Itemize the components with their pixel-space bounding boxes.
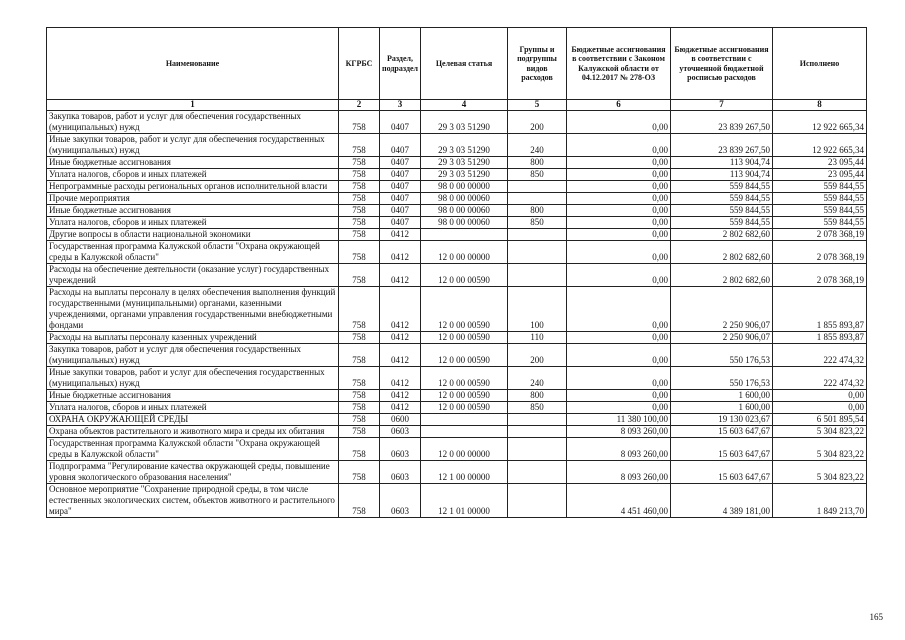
target-article-cell: 12 0 00 00590	[421, 367, 508, 390]
kgrbs-cell: 758	[339, 193, 380, 205]
revised-allocation-cell: 1 600,00	[671, 402, 773, 414]
law-allocation-cell: 0,00	[567, 205, 671, 217]
target-article-cell: 29 3 03 51290	[421, 111, 508, 134]
section-cell: 0412	[380, 332, 421, 344]
target-article-cell: 98 0 00 00060	[421, 193, 508, 205]
target-article-cell	[421, 426, 508, 438]
row-name: Уплата налогов, сборов и иных платежей	[47, 402, 339, 414]
row-name: Подпрограмма "Регулирование качества окружающей среды, повышение уровня экологического образования населения"	[47, 461, 339, 484]
executed-cell: 1 849 213,70	[773, 484, 867, 518]
executed-cell: 12 922 665,34	[773, 134, 867, 157]
expense-group-cell	[508, 438, 567, 461]
executed-cell: 559 844,55	[773, 217, 867, 229]
target-article-cell: 29 3 03 51290	[421, 157, 508, 169]
section-cell: 0412	[380, 287, 421, 332]
target-article-cell: 12 0 00 00590	[421, 287, 508, 332]
budget-table-sheet	[46, 27, 866, 518]
expense-group-cell: 800	[508, 157, 567, 169]
executed-cell: 23 095,44	[773, 157, 867, 169]
table-row	[47, 193, 867, 205]
kgrbs-cell: 758	[339, 264, 380, 287]
kgrbs-cell: 758	[339, 134, 380, 157]
row-name: Государственная программа Калужской области "Охрана окружающей среды в Калужской области"	[47, 438, 339, 461]
target-article-cell: 12 0 00 00000	[421, 241, 508, 264]
target-article-cell: 29 3 03 51290	[421, 134, 508, 157]
section-cell: 0407	[380, 111, 421, 134]
revised-allocation-cell: 15 603 647,67	[671, 426, 773, 438]
executed-cell: 12 922 665,34	[773, 111, 867, 134]
target-article-cell: 12 0 00 00590	[421, 332, 508, 344]
section-cell: 0603	[380, 426, 421, 438]
revised-allocation-cell: 2 250 906,07	[671, 287, 773, 332]
law-allocation-cell: 0,00	[567, 169, 671, 181]
executed-cell: 559 844,55	[773, 181, 867, 193]
budget-execution-table	[46, 27, 867, 518]
target-article-cell: 12 0 00 00590	[421, 402, 508, 414]
kgrbs-cell: 758	[339, 344, 380, 367]
executed-cell: 2 078 368,19	[773, 229, 867, 241]
executed-cell: 559 844,55	[773, 205, 867, 217]
law-allocation-cell: 0,00	[567, 344, 671, 367]
table-row	[47, 181, 867, 193]
col-header-groups: Группы и подгруппы видов расходов	[508, 28, 567, 100]
target-article-cell: 12 0 00 00590	[421, 264, 508, 287]
row-name: Расходы на выплаты персоналу в целях обеспечения выполнения функций государственными (муниципальными) органами, казенными учреждениями, органами управления государственными внебюджетными фондами	[47, 287, 339, 332]
executed-cell: 5 304 823,22	[773, 438, 867, 461]
expense-group-cell	[508, 181, 567, 193]
revised-allocation-cell: 113 904,74	[671, 157, 773, 169]
target-article-cell: 29 3 03 51290	[421, 169, 508, 181]
law-allocation-cell: 0,00	[567, 217, 671, 229]
executed-cell: 5 304 823,22	[773, 426, 867, 438]
law-allocation-cell: 4 451 460,00	[567, 484, 671, 518]
row-name: Иные закупки товаров, работ и услуг для обеспечения государственных (муниципальных) нужд	[47, 134, 339, 157]
kgrbs-cell: 758	[339, 169, 380, 181]
col-number: 1	[47, 100, 339, 111]
executed-cell: 222 474,32	[773, 367, 867, 390]
col-number: 6	[567, 100, 671, 111]
law-allocation-cell: 0,00	[567, 402, 671, 414]
expense-group-cell: 240	[508, 134, 567, 157]
expense-group-cell	[508, 229, 567, 241]
revised-allocation-cell: 559 844,55	[671, 193, 773, 205]
kgrbs-cell: 758	[339, 111, 380, 134]
section-cell: 0412	[380, 367, 421, 390]
table-body	[47, 111, 867, 518]
expense-group-cell: 800	[508, 205, 567, 217]
col-header-executed: Исполнено	[773, 28, 867, 100]
row-name: Иные бюджетные ассигнования	[47, 390, 339, 402]
col-header-law-allocations: Бюджетные ассигнования в соответствии с Законом Калужской области от 04.12.2017 № 278-ОЗ	[567, 28, 671, 100]
expense-group-cell: 850	[508, 217, 567, 229]
revised-allocation-cell: 15 603 647,67	[671, 461, 773, 484]
expense-group-cell: 800	[508, 390, 567, 402]
executed-cell: 0,00	[773, 402, 867, 414]
law-allocation-cell: 0,00	[567, 181, 671, 193]
col-header-revised-allocations: Бюджетные ассигнования в соответствии с уточненной бюджетной росписью расходов	[671, 28, 773, 100]
kgrbs-cell: 758	[339, 438, 380, 461]
law-allocation-cell: 0,00	[567, 390, 671, 402]
law-allocation-cell: 0,00	[567, 367, 671, 390]
target-article-cell	[421, 414, 508, 426]
revised-allocation-cell: 113 904,74	[671, 169, 773, 181]
expense-group-cell: 100	[508, 287, 567, 332]
row-name: Закупка товаров, работ и услуг для обеспечения государственных (муниципальных) нужд	[47, 111, 339, 134]
row-name: ОХРАНА ОКРУЖАЮЩЕЙ СРЕДЫ	[47, 414, 339, 426]
table-row	[47, 287, 867, 332]
executed-cell: 2 078 368,19	[773, 264, 867, 287]
target-article-cell: 12 0 00 00000	[421, 438, 508, 461]
revised-allocation-cell: 23 839 267,50	[671, 111, 773, 134]
section-cell: 0412	[380, 402, 421, 414]
executed-cell: 1 855 893,87	[773, 332, 867, 344]
col-header-name: Наименование	[47, 28, 339, 100]
row-name: Государственная программа Калужской области "Охрана окружающей среды в Калужской области"	[47, 241, 339, 264]
row-name: Другие вопросы в области национальной экономики	[47, 229, 339, 241]
executed-cell: 23 095,44	[773, 169, 867, 181]
row-name: Иные бюджетные ассигнования	[47, 157, 339, 169]
target-article-cell: 12 1 00 00000	[421, 461, 508, 484]
section-cell: 0407	[380, 205, 421, 217]
revised-allocation-cell: 19 130 023,67	[671, 414, 773, 426]
col-number: 8	[773, 100, 867, 111]
table-row	[47, 344, 867, 367]
law-allocation-cell: 8 093 260,00	[567, 426, 671, 438]
law-allocation-cell: 0,00	[567, 193, 671, 205]
table-row	[47, 438, 867, 461]
revised-allocation-cell: 559 844,55	[671, 205, 773, 217]
section-cell: 0412	[380, 344, 421, 367]
row-name: Расходы на обеспечение деятельности (оказание услуг) государственных учреждений	[47, 264, 339, 287]
row-name: Охрана объектов растительного и животного мира и среды их обитания	[47, 426, 339, 438]
revised-allocation-cell: 2 802 682,60	[671, 241, 773, 264]
section-cell: 0407	[380, 217, 421, 229]
table-row	[47, 426, 867, 438]
section-cell: 0412	[380, 264, 421, 287]
target-article-cell: 98 0 00 00000	[421, 181, 508, 193]
table-row	[47, 134, 867, 157]
kgrbs-cell: 758	[339, 461, 380, 484]
law-allocation-cell: 11 380 100,00	[567, 414, 671, 426]
kgrbs-cell: 758	[339, 426, 380, 438]
executed-cell: 5 304 823,22	[773, 461, 867, 484]
law-allocation-cell: 0,00	[567, 287, 671, 332]
law-allocation-cell: 0,00	[567, 229, 671, 241]
col-number: 3	[380, 100, 421, 111]
row-name: Уплата налогов, сборов и иных платежей	[47, 169, 339, 181]
section-cell: 0412	[380, 241, 421, 264]
law-allocation-cell: 0,00	[567, 241, 671, 264]
table-row	[47, 484, 867, 518]
kgrbs-cell: 758	[339, 205, 380, 217]
target-article-cell: 98 0 00 00060	[421, 205, 508, 217]
section-cell: 0603	[380, 461, 421, 484]
table-row	[47, 461, 867, 484]
target-article-cell: 12 1 01 00000	[421, 484, 508, 518]
row-name: Уплата налогов, сборов и иных платежей	[47, 217, 339, 229]
law-allocation-cell: 8 093 260,00	[567, 461, 671, 484]
expense-group-cell	[508, 241, 567, 264]
executed-cell: 2 078 368,19	[773, 241, 867, 264]
kgrbs-cell: 758	[339, 414, 380, 426]
executed-cell: 6 501 895,54	[773, 414, 867, 426]
section-cell: 0600	[380, 414, 421, 426]
revised-allocation-cell: 2 250 906,07	[671, 332, 773, 344]
kgrbs-cell: 758	[339, 217, 380, 229]
row-name: Иные бюджетные ассигнования	[47, 205, 339, 217]
kgrbs-cell: 758	[339, 367, 380, 390]
section-cell: 0407	[380, 181, 421, 193]
expense-group-cell: 240	[508, 367, 567, 390]
header-row	[47, 28, 867, 100]
law-allocation-cell: 0,00	[567, 134, 671, 157]
table-row	[47, 332, 867, 344]
col-number: 4	[421, 100, 508, 111]
law-allocation-cell: 0,00	[567, 332, 671, 344]
col-number: 2	[339, 100, 380, 111]
revised-allocation-cell: 550 176,53	[671, 367, 773, 390]
revised-allocation-cell: 4 389 181,00	[671, 484, 773, 518]
section-cell: 0412	[380, 229, 421, 241]
table-row	[47, 157, 867, 169]
row-name: Иные закупки товаров, работ и услуг для обеспечения государственных (муниципальных) нужд	[47, 367, 339, 390]
table-row	[47, 414, 867, 426]
law-allocation-cell: 0,00	[567, 264, 671, 287]
revised-allocation-cell: 559 844,55	[671, 217, 773, 229]
kgrbs-cell: 758	[339, 287, 380, 332]
revised-allocation-cell: 550 176,53	[671, 344, 773, 367]
revised-allocation-cell: 2 802 682,60	[671, 264, 773, 287]
target-article-cell	[421, 229, 508, 241]
target-article-cell: 12 0 00 00590	[421, 390, 508, 402]
executed-cell: 1 855 893,87	[773, 287, 867, 332]
kgrbs-cell: 758	[339, 241, 380, 264]
expense-group-cell	[508, 264, 567, 287]
row-name: Закупка товаров, работ и услуг для обеспечения государственных (муниципальных) нужд	[47, 344, 339, 367]
expense-group-cell	[508, 461, 567, 484]
table-row	[47, 390, 867, 402]
law-allocation-cell: 0,00	[567, 111, 671, 134]
row-name: Непрограммные расходы региональных органов исполнительной власти	[47, 181, 339, 193]
executed-cell: 559 844,55	[773, 193, 867, 205]
revised-allocation-cell: 15 603 647,67	[671, 438, 773, 461]
revised-allocation-cell: 23 839 267,50	[671, 134, 773, 157]
section-cell: 0412	[380, 390, 421, 402]
executed-cell: 222 474,32	[773, 344, 867, 367]
row-name: Прочие мероприятия	[47, 193, 339, 205]
kgrbs-cell: 758	[339, 402, 380, 414]
table-row	[47, 217, 867, 229]
table-row	[47, 241, 867, 264]
kgrbs-cell: 758	[339, 390, 380, 402]
table-row	[47, 229, 867, 241]
target-article-cell: 12 0 00 00590	[421, 344, 508, 367]
page-number: 165	[869, 612, 883, 622]
expense-group-cell	[508, 193, 567, 205]
executed-cell: 0,00	[773, 390, 867, 402]
section-cell: 0407	[380, 193, 421, 205]
col-number: 7	[671, 100, 773, 111]
expense-group-cell: 200	[508, 111, 567, 134]
expense-group-cell	[508, 484, 567, 518]
revised-allocation-cell: 559 844,55	[671, 181, 773, 193]
table-row	[47, 402, 867, 414]
table-row	[47, 111, 867, 134]
revised-allocation-cell: 1 600,00	[671, 390, 773, 402]
expense-group-cell: 200	[508, 344, 567, 367]
table-row	[47, 169, 867, 181]
section-cell: 0407	[380, 169, 421, 181]
kgrbs-cell: 758	[339, 181, 380, 193]
expense-group-cell: 850	[508, 169, 567, 181]
law-allocation-cell: 8 093 260,00	[567, 438, 671, 461]
col-header-target: Целевая статья	[421, 28, 508, 100]
table-row	[47, 205, 867, 217]
revised-allocation-cell: 2 802 682,60	[671, 229, 773, 241]
table-row	[47, 264, 867, 287]
law-allocation-cell: 0,00	[567, 157, 671, 169]
column-number-row	[47, 100, 867, 111]
expense-group-cell: 110	[508, 332, 567, 344]
expense-group-cell	[508, 414, 567, 426]
expense-group-cell	[508, 426, 567, 438]
section-cell: 0407	[380, 134, 421, 157]
col-header-section: Раздел, подраздел	[380, 28, 421, 100]
col-number: 5	[508, 100, 567, 111]
kgrbs-cell: 758	[339, 229, 380, 241]
section-cell: 0603	[380, 484, 421, 518]
kgrbs-cell: 758	[339, 484, 380, 518]
section-cell: 0603	[380, 438, 421, 461]
expense-group-cell: 850	[508, 402, 567, 414]
kgrbs-cell: 758	[339, 332, 380, 344]
target-article-cell: 98 0 00 00060	[421, 217, 508, 229]
row-name: Основное мероприятие "Сохранение природной среды, в том числе естественных экологических систем, объектов животного и растительного мира"	[47, 484, 339, 518]
section-cell: 0407	[380, 157, 421, 169]
table-row	[47, 367, 867, 390]
row-name: Расходы на выплаты персоналу казенных учреждений	[47, 332, 339, 344]
col-header-kgrbs: КГРБС	[339, 28, 380, 100]
kgrbs-cell: 758	[339, 157, 380, 169]
